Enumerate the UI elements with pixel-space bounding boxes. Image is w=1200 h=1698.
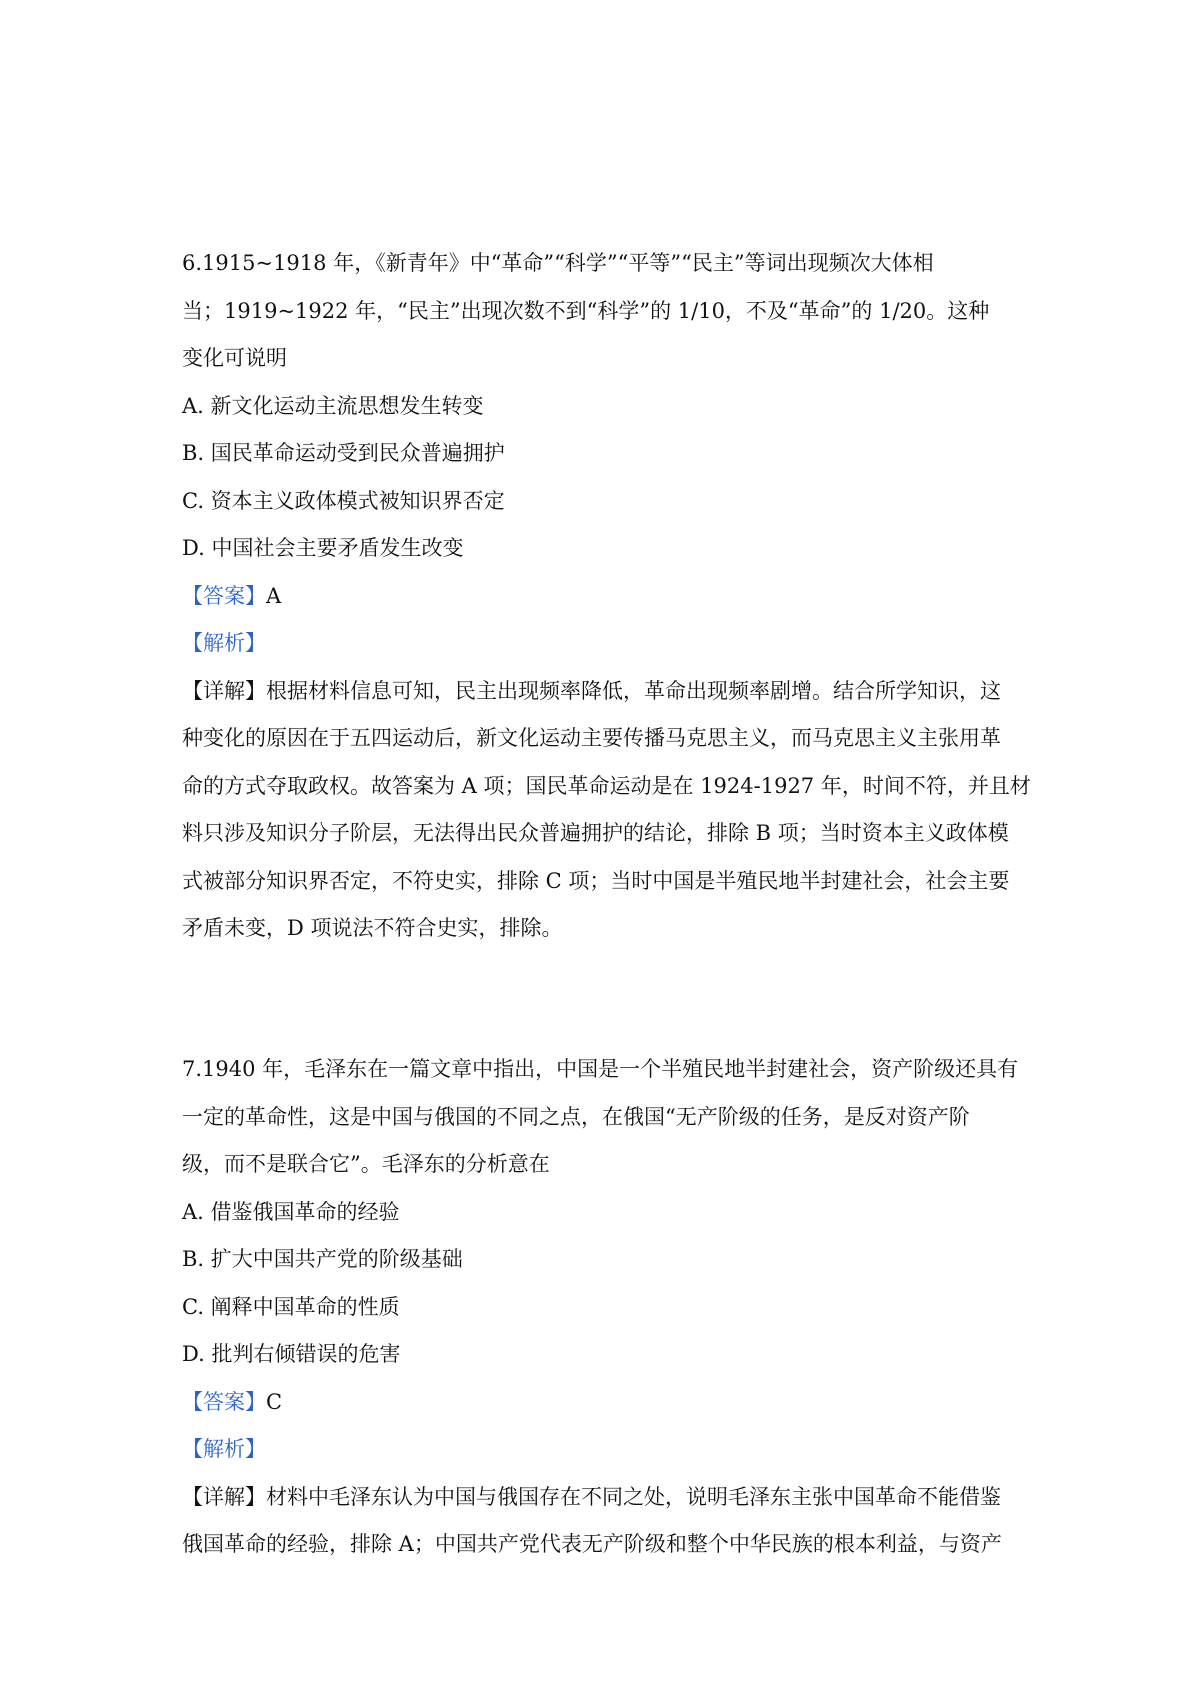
options-list [182,391,1027,581]
stem-line: 一定的革命性，这是中国与俄国的不同之点，在俄国“无产阶级的任务，是反对资产阶 [182,1104,970,1129]
stem-line: 变化可说明 [182,346,287,370]
stem-line: 当；1919~1922 年，“民主”出现次数不到“科学”的 1/10，不及“革命”的 1/20。这种 [182,298,990,323]
analysis-tag: 【解析】 [182,631,266,655]
detail-text: 根据材料信息可知，民主出现频率降低，革命出现频率剧增。结合所学知识，这 [266,678,1001,703]
stem-line: 级，而不是联合它”。毛泽东的分析意在 [182,1152,550,1176]
detail-line: 俄国革命的经验，排除 A；中国共产党代表无产阶级和整个中华民族的根本利益，与资产 [182,1532,1002,1556]
options-list [182,1197,1027,1387]
detail-line [182,676,1027,724]
detail-line [182,1482,1027,1530]
detail-line: 种变化的原因在于五四运动后，新文化运动主要传播马克思主义，而马克思主义主张用革 [182,726,1001,750]
answer-line [182,1387,1027,1435]
question-6 [182,248,1031,961]
option-a: A. 借鉴俄国革命的经验 [182,1199,400,1224]
answer-value: A [266,583,282,608]
answer-line [182,581,1027,629]
detail-line: 料只涉及知识分子阶层，无法得出民众普遍拥护的结论，排除 B 项；当时资本主义政体模 [182,821,1009,845]
question-7 [182,1054,1027,1577]
analysis-line [182,628,1027,676]
stem-line: 7.1940 年，毛泽东在一篇文章中指出，中国是一个半殖民地半封建社会，资产阶级还具有 [182,1057,1019,1081]
option-a: A. 新文化运动主流思想发生转变 [182,393,484,418]
answer-tag: 【答案】 [182,583,266,608]
detail-text: 材料中毛泽东认为中国与俄国存在不同之处，说明毛泽东主张中国革命不能借鉴 [266,1484,1001,1509]
answer-tag: 【答案】 [182,1389,266,1414]
detail-tag: 【详解】 [182,1484,266,1509]
option-d: D. 中国社会主要矛盾发生改变 [182,536,464,560]
detail-tag: 【详解】 [182,678,266,703]
stem-line: 6.1915~1918 年，《新青年》中“革命”“科学”“平等”“民主”等词出现频次大体相 [182,251,934,275]
detail-line: 命的方式夺取政权。故答案为 A 项；国民革命运动是在 1924-1927 年，时间不符，并且材 [182,773,1031,798]
analysis-tag: 【解析】 [182,1437,266,1461]
option-c: C. 资本主义政体模式被知识界否定 [182,488,505,513]
detail-block [182,676,1031,961]
option-d: D. 批判右倾错误的危害 [182,1342,401,1366]
detail-line: 式被部分知识界否定，不符史实，排除 C 项；当时中国是半殖民地半封建社会，社会主要 [182,868,1010,893]
option-c: C. 阐释中国革命的性质 [182,1294,400,1319]
detail-line: 矛盾未变，D 项说法不符合史实，排除。 [182,916,563,940]
question-stem [182,1054,1027,1197]
detail-block [182,1482,1027,1577]
analysis-line [182,1434,1027,1482]
answer-value: C [266,1389,283,1414]
option-b: B. 扩大中国共产党的阶级基础 [182,1247,463,1271]
option-b: B. 国民革命运动受到民众普遍拥护 [182,441,505,465]
question-stem [182,248,1027,391]
